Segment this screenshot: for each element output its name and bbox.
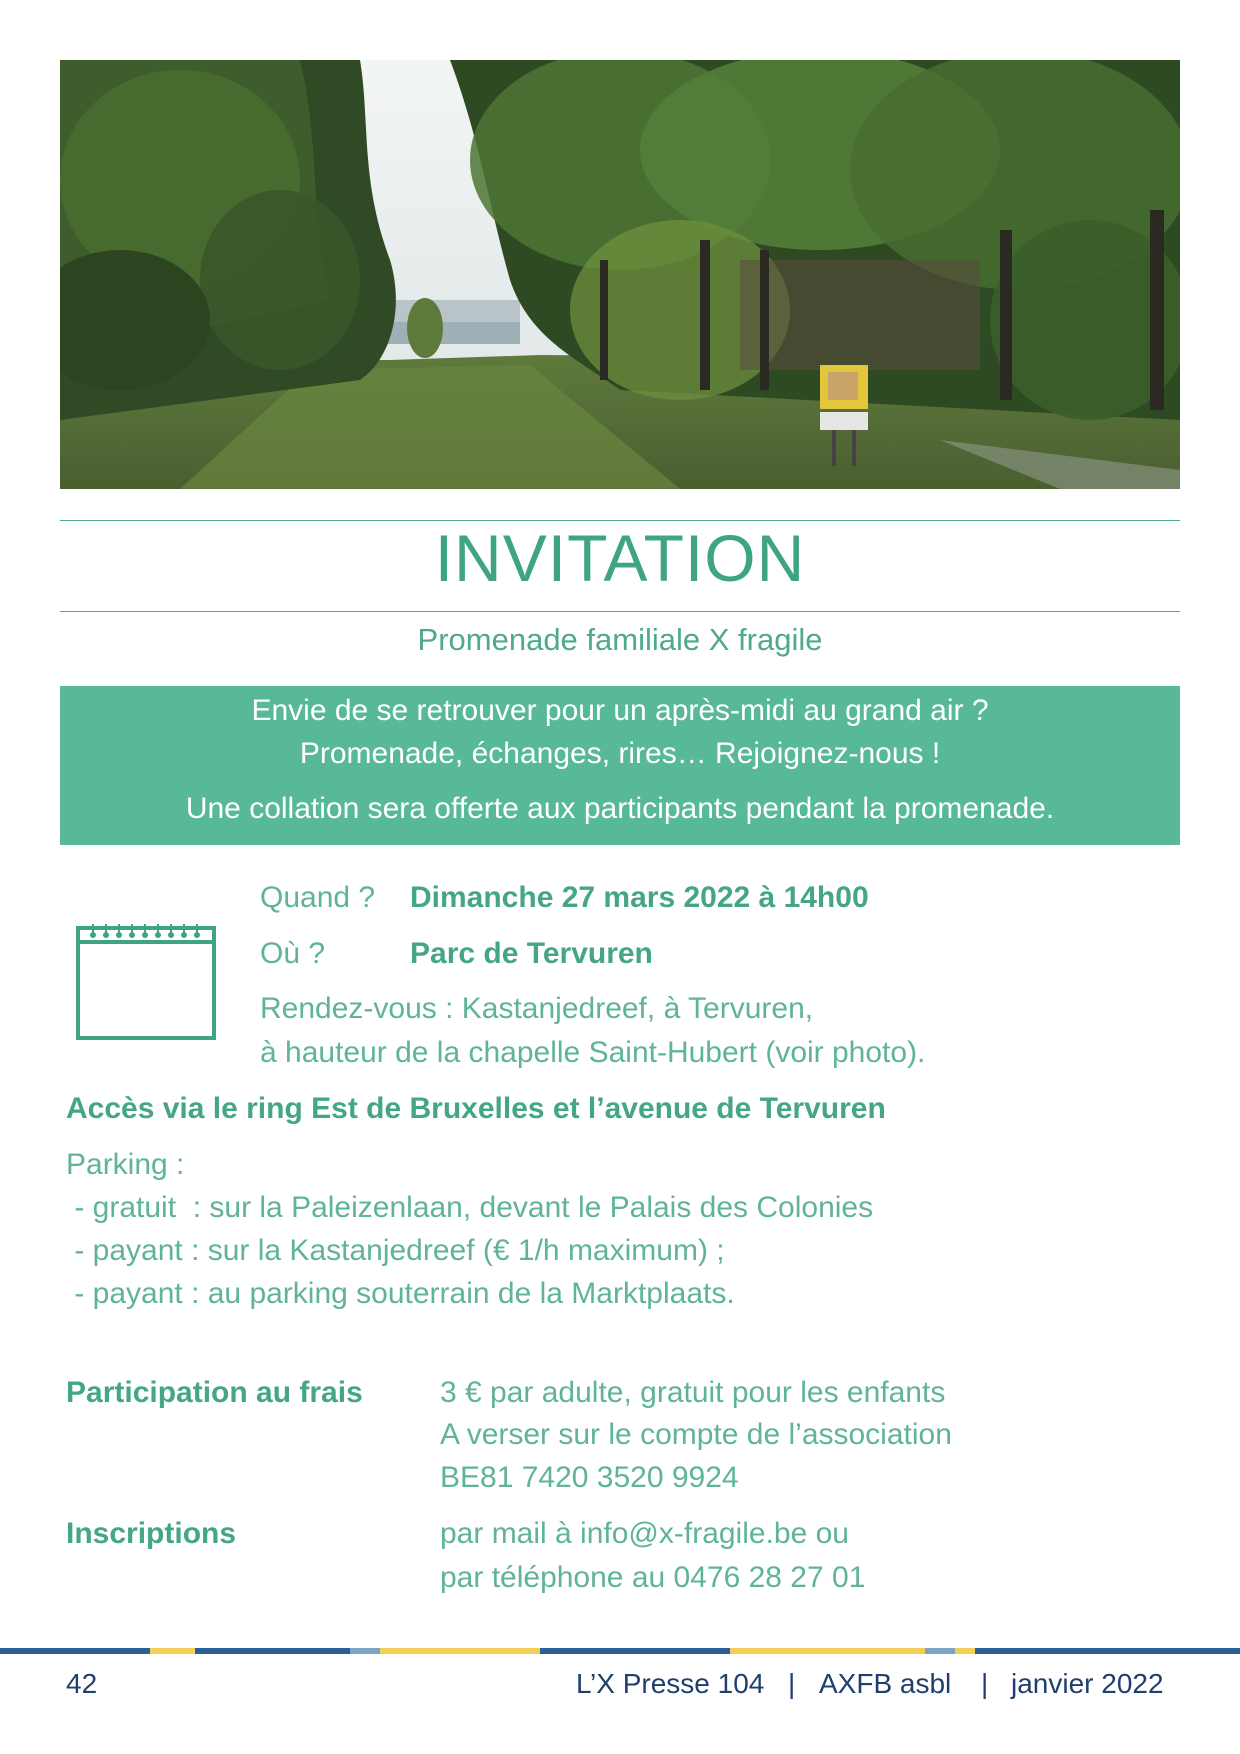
parking-item: - gratuit : sur la Paleizenlaan, devant le Palais des Colonies — [66, 1191, 874, 1224]
bank-account: BE81 7420 3520 9924 — [440, 1461, 739, 1494]
publication-name: L’X Presse 104 — [576, 1668, 765, 1699]
fees-label: Participation au frais — [66, 1376, 363, 1409]
registration-email: par mail à info@x-fragile.be ou — [440, 1517, 849, 1550]
fees-line: 3 € par adulte, gratuit pour les enfants — [440, 1376, 946, 1409]
meeting-point-line: Rendez-vous : Kastanjedreef, à Tervuren, — [260, 992, 814, 1025]
meeting-point-line: à hauteur de la chapelle Saint-Hubert (voir photo). — [260, 1036, 926, 1069]
registration-label: Inscriptions — [66, 1517, 237, 1550]
fees-line: A verser sur le compte de l’association — [440, 1418, 952, 1451]
registration-phone: par téléphone au 0476 28 27 01 — [440, 1561, 866, 1594]
banner-line: Promenade, échanges, rires… Rejoignez-nous ! — [299, 737, 941, 770]
page-number: 42 — [66, 1668, 98, 1699]
when-label: Quand ? — [260, 881, 376, 914]
organisation-name: AXFB asbl — [819, 1668, 952, 1699]
footer-color-bar — [0, 1648, 1240, 1654]
banner-line: Envie de se retrouver pour un après-midi au grand air ? — [251, 694, 989, 727]
intro-banner — [60, 686, 1180, 845]
where-label: Où ? — [260, 937, 326, 970]
when-value: Dimanche 27 mars 2022 à 14h00 — [410, 881, 869, 914]
access-heading: Accès via le ring Est de Bruxelles et l’avenue de Tervuren — [66, 1092, 886, 1125]
park-alley-photo — [60, 60, 1180, 489]
invitation-subtitle: Promenade familiale X fragile — [417, 622, 823, 657]
footer-separator: | — [981, 1668, 989, 1699]
banner-line: Une collation sera offerte aux participants pendant la promenade. — [185, 792, 1055, 825]
where-value: Parc de Tervuren — [410, 937, 653, 970]
footer-separator: | — [788, 1668, 796, 1699]
issue-date: janvier 2022 — [1011, 1668, 1164, 1699]
parking-item: - payant : au parking souterrain de la Marktplaats. — [66, 1277, 735, 1310]
parking-item: - payant : sur la Kastanjedreef (€ 1/h maximum) ; — [66, 1234, 725, 1267]
invitation-title: INVITATION — [434, 521, 806, 595]
title-rule-bottom — [60, 611, 1180, 612]
parking-heading: Parking : — [66, 1148, 185, 1181]
calendar-icon — [76, 922, 216, 1040]
